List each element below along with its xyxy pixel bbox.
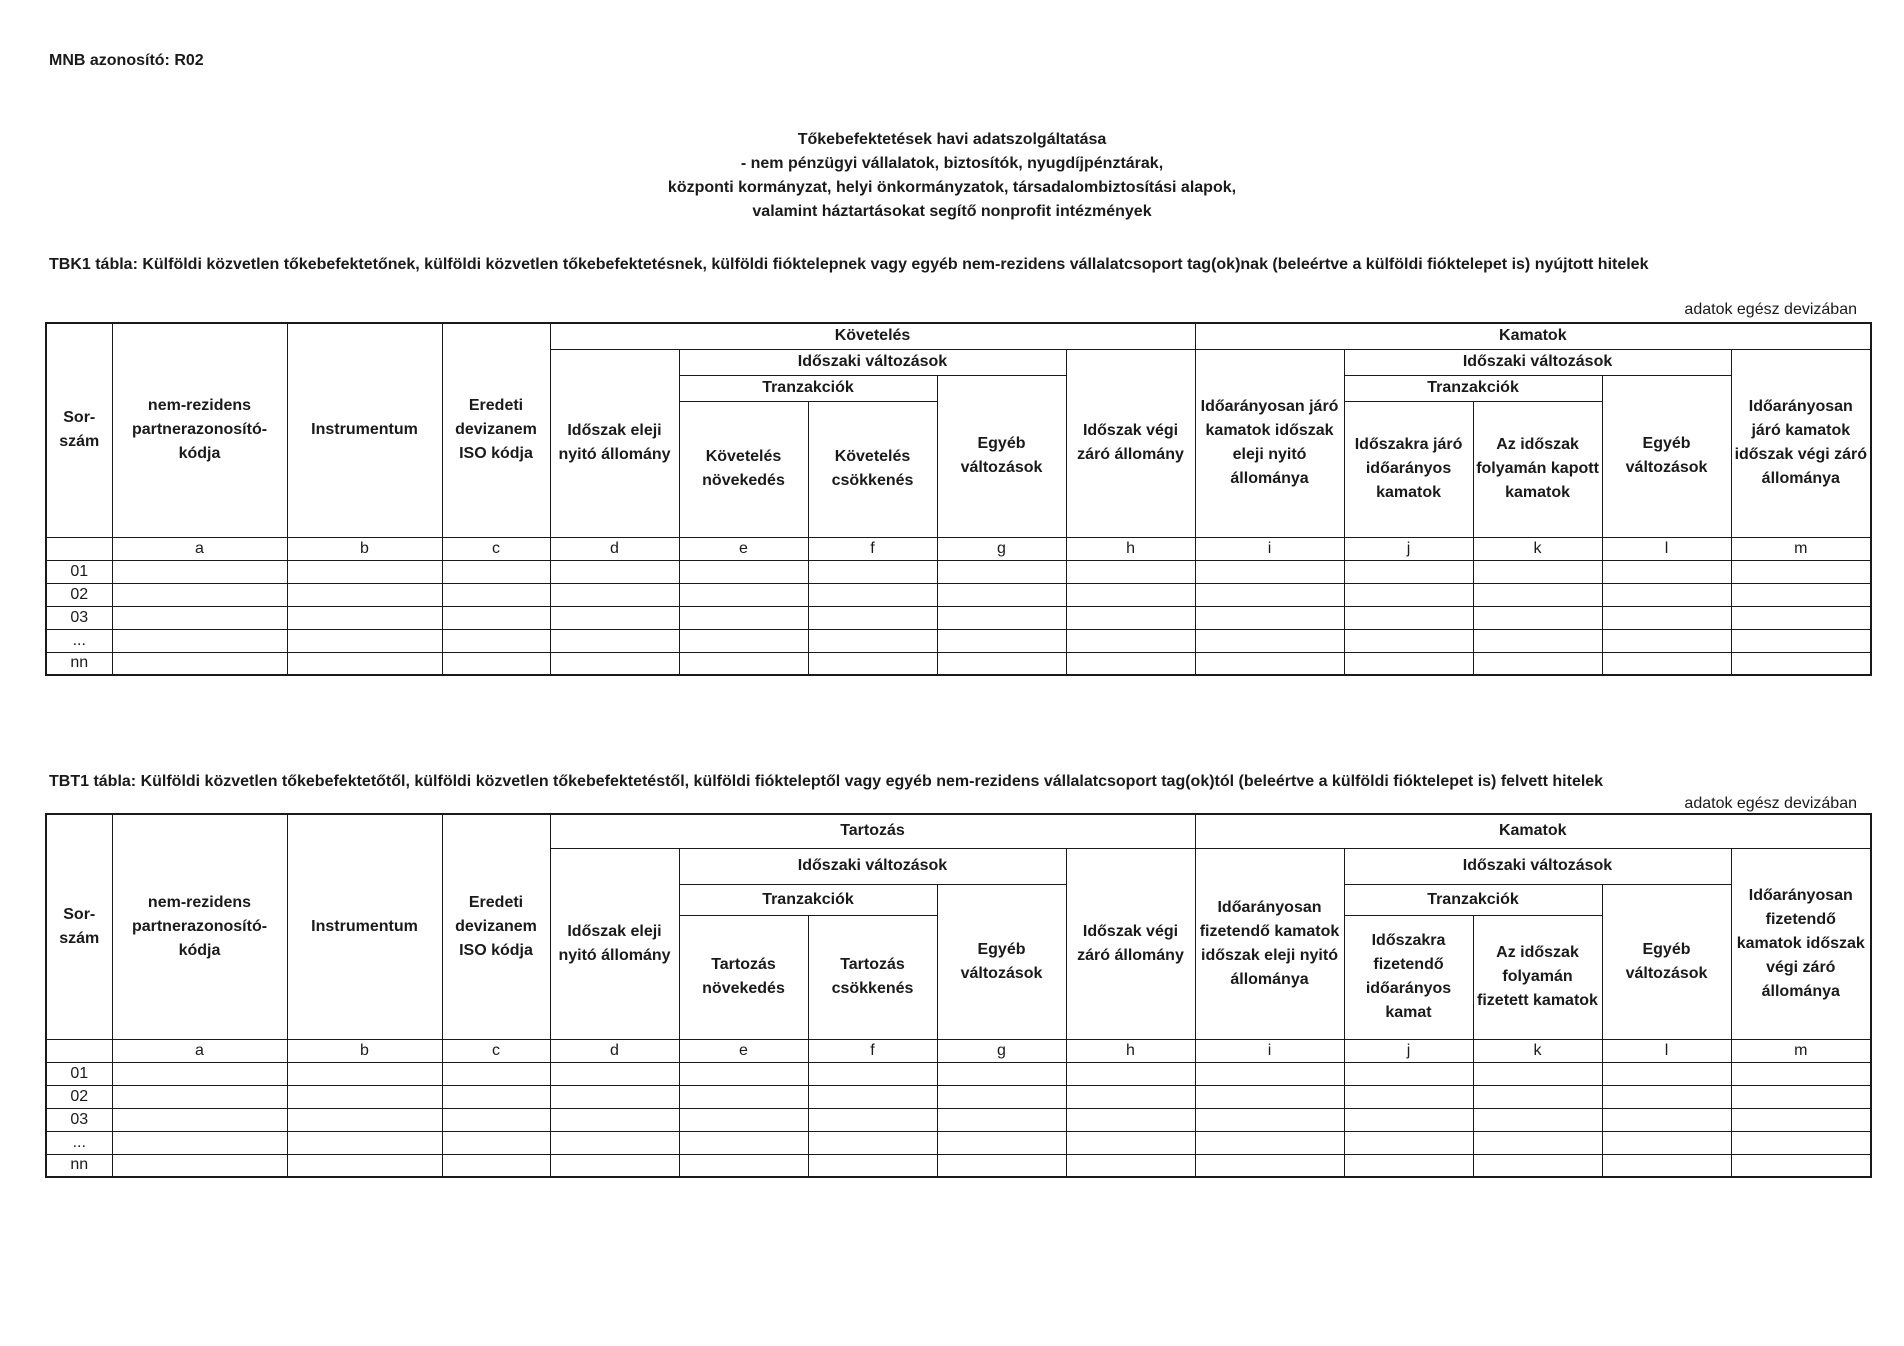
data-cell[interactable] — [1195, 629, 1344, 652]
data-cell[interactable] — [1602, 652, 1731, 675]
data-cell[interactable] — [550, 583, 679, 606]
column-letter: i — [1195, 1039, 1344, 1062]
row-number: 03 — [46, 1108, 112, 1131]
data-cell[interactable] — [550, 652, 679, 675]
table-row — [46, 606, 1871, 629]
column-letter: h — [1066, 537, 1195, 560]
data-cell[interactable] — [937, 1085, 1066, 1108]
data-cell[interactable] — [550, 1085, 679, 1108]
header-int-received: Az időszak folyamán fizetett kamatok — [1473, 915, 1602, 1039]
data-cell[interactable] — [1473, 1062, 1602, 1085]
data-cell[interactable] — [442, 1131, 550, 1154]
column-letter: e — [679, 1039, 808, 1062]
data-cell[interactable] — [112, 1062, 287, 1085]
column-letter: j — [1344, 1039, 1473, 1062]
data-cell[interactable] — [112, 1085, 287, 1108]
data-cell[interactable] — [1195, 652, 1344, 675]
data-cell[interactable] — [442, 560, 550, 583]
data-cell[interactable] — [1473, 583, 1602, 606]
data-cell[interactable] — [937, 583, 1066, 606]
data-cell[interactable] — [1066, 1154, 1195, 1177]
column-letter: l — [1602, 537, 1731, 560]
header-int-opening: Időarányosan fizetendő kamatok időszak eleji nyitó állománya — [1195, 848, 1344, 1039]
header-closing: Időszak végi záró állomány — [1066, 349, 1195, 537]
data-cell[interactable] — [1602, 560, 1731, 583]
row-number: nn — [46, 652, 112, 675]
data-cell[interactable] — [937, 629, 1066, 652]
data-cell[interactable] — [1473, 1085, 1602, 1108]
table-row — [46, 1062, 1871, 1085]
data-cell[interactable] — [112, 652, 287, 675]
header-int-transactions: Tranzakciók — [1344, 884, 1602, 915]
data-cell[interactable] — [1344, 1108, 1473, 1131]
data-cell[interactable] — [1066, 1131, 1195, 1154]
data-cell[interactable] — [679, 1154, 808, 1177]
row-number: ... — [46, 629, 112, 652]
data-cell[interactable] — [679, 583, 808, 606]
data-cell[interactable] — [1473, 652, 1602, 675]
data-cell[interactable] — [1066, 560, 1195, 583]
data-cell[interactable] — [550, 560, 679, 583]
header-group-main: Tartozás — [550, 814, 1195, 848]
data-cell[interactable] — [442, 1085, 550, 1108]
data-cell[interactable] — [287, 1154, 442, 1177]
table-row — [46, 1108, 1871, 1131]
header-increase: Tartozás növekedés — [679, 915, 808, 1039]
data-cell[interactable] — [1344, 606, 1473, 629]
header-int-received: Az időszak folyamán kapott kamatok — [1473, 401, 1602, 537]
data-cell[interactable] — [1602, 1154, 1731, 1177]
table-row — [46, 1154, 1871, 1177]
letter-row — [46, 1039, 1871, 1062]
column-letter: g — [937, 1039, 1066, 1062]
data-cell[interactable] — [1731, 583, 1871, 606]
data-cell[interactable] — [808, 652, 937, 675]
data-cell[interactable] — [112, 1131, 287, 1154]
header-int-closing: Időarányosan járó kamatok időszak végi záró állománya — [1731, 349, 1871, 537]
data-cell[interactable] — [1602, 606, 1731, 629]
data-cell[interactable] — [1473, 1131, 1602, 1154]
row-number: nn — [46, 1154, 112, 1177]
header-decrease: Tartozás csökkenés — [808, 915, 937, 1039]
header-int-opening: Időarányosan járó kamatok időszak eleji nyitó állománya — [1195, 349, 1344, 537]
data-cell[interactable] — [1731, 629, 1871, 652]
column-letter: b — [287, 537, 442, 560]
column-letter: i — [1195, 537, 1344, 560]
data-cell[interactable] — [679, 606, 808, 629]
report-title-line: Tőkebefektetések havi adatszolgáltatása — [797, 131, 1107, 148]
header-int-accrued: Időszakra fizetendő időarányos kamat — [1344, 915, 1473, 1039]
data-cell[interactable] — [550, 629, 679, 652]
data-cell[interactable] — [808, 1085, 937, 1108]
data-cell[interactable] — [1195, 1131, 1344, 1154]
data-cell[interactable] — [1344, 1154, 1473, 1177]
letter-cell-empty — [46, 1039, 112, 1062]
data-cell[interactable] — [112, 560, 287, 583]
data-cell[interactable] — [1473, 606, 1602, 629]
header-iso-code: Eredeti devizanem ISO kódja — [442, 814, 550, 1039]
row-number: 01 — [46, 560, 112, 583]
column-letter: l — [1602, 1039, 1731, 1062]
column-letter: j — [1344, 537, 1473, 560]
data-cell[interactable] — [1731, 606, 1871, 629]
header-opening: Időszak eleji nyitó állomány — [550, 349, 679, 537]
column-letter: k — [1473, 1039, 1602, 1062]
header-int-other-changes: Egyéb változások — [1602, 375, 1731, 537]
data-cell[interactable] — [1473, 1154, 1602, 1177]
data-cell[interactable] — [1731, 1062, 1871, 1085]
data-cell[interactable] — [442, 606, 550, 629]
data-cell[interactable] — [1602, 583, 1731, 606]
data-cell[interactable] — [1344, 583, 1473, 606]
data-cell[interactable] — [112, 583, 287, 606]
data-cell[interactable] — [1344, 1062, 1473, 1085]
header-opening: Időszak eleji nyitó állomány — [550, 848, 679, 1039]
data-cell[interactable] — [442, 1154, 550, 1177]
data-cell[interactable] — [287, 652, 442, 675]
data-cell[interactable] — [1731, 560, 1871, 583]
data-cell[interactable] — [937, 1062, 1066, 1085]
data-cell[interactable] — [937, 1131, 1066, 1154]
header-sorszam: Sor-szám — [46, 323, 112, 537]
data-cell[interactable] — [1195, 606, 1344, 629]
data-cell[interactable] — [1066, 629, 1195, 652]
table-row — [46, 652, 1871, 675]
column-letter: a — [112, 1039, 287, 1062]
column-letter: d — [550, 537, 679, 560]
letter-cell-empty — [46, 537, 112, 560]
header-changes: Időszaki változások — [679, 349, 1066, 375]
data-cell[interactable] — [1344, 629, 1473, 652]
row-number: 01 — [46, 1062, 112, 1085]
data-cell[interactable] — [1473, 629, 1602, 652]
tbt1-table-title: TBT1 tábla: Külföldi közvetlen tőkebefektetőtől, külföldi közvetlen tőkebefektetéstől, külföldi fiókteleptől vagy egyéb nem-rezidens vállalatcsoport tag(ok)tól (beleértve a külföldi fióktelepet is) felvett hitelek — [49, 773, 1604, 790]
data-cell[interactable] — [287, 606, 442, 629]
data-cell[interactable] — [679, 629, 808, 652]
column-letter: c — [442, 537, 550, 560]
data-cell[interactable] — [937, 560, 1066, 583]
data-cell[interactable] — [679, 652, 808, 675]
data-cell[interactable] — [1066, 652, 1195, 675]
data-cell[interactable] — [550, 1131, 679, 1154]
data-cell[interactable] — [442, 652, 550, 675]
table-row — [46, 1131, 1871, 1154]
data-cell[interactable] — [550, 1108, 679, 1131]
column-letter: d — [550, 1039, 679, 1062]
data-cell[interactable] — [1602, 1108, 1731, 1131]
data-cell[interactable] — [679, 1085, 808, 1108]
header-other-changes: Egyéb változások — [937, 375, 1066, 537]
column-letter: a — [112, 537, 287, 560]
header-sorszam: Sor-szám — [46, 814, 112, 1039]
tbt1-table — [45, 813, 1872, 1178]
mnb-identifier: MNB azonosító: R02 — [49, 52, 204, 69]
header-int-transactions: Tranzakciók — [1344, 375, 1602, 401]
data-cell[interactable] — [1195, 1085, 1344, 1108]
data-cell[interactable] — [1344, 1085, 1473, 1108]
header-int-changes: Időszaki változások — [1344, 848, 1731, 884]
data-cell[interactable] — [808, 629, 937, 652]
data-cell[interactable] — [937, 1108, 1066, 1131]
row-number: ... — [46, 1131, 112, 1154]
column-letter: k — [1473, 537, 1602, 560]
data-cell[interactable] — [1731, 652, 1871, 675]
data-cell[interactable] — [1731, 1131, 1871, 1154]
data-cell[interactable] — [442, 1062, 550, 1085]
header-instrument: Instrumentum — [287, 323, 442, 537]
table-row — [46, 629, 1871, 652]
data-cell[interactable] — [1473, 1108, 1602, 1131]
row-number: 02 — [46, 1085, 112, 1108]
tbk1-table — [45, 322, 1872, 676]
data-cell[interactable] — [287, 1062, 442, 1085]
header-group-main: Követelés — [550, 323, 1195, 349]
data-cell[interactable] — [287, 1085, 442, 1108]
data-cell[interactable] — [1066, 1062, 1195, 1085]
column-letter: f — [808, 537, 937, 560]
column-letter: b — [287, 1039, 442, 1062]
data-cell[interactable] — [1602, 1131, 1731, 1154]
data-cell[interactable] — [442, 1108, 550, 1131]
header-partner-code: nem-rezidens partnerazonosító-kódja — [112, 814, 287, 1039]
report-title — [352, 128, 1552, 224]
data-cell[interactable] — [1066, 1085, 1195, 1108]
data-cell[interactable] — [937, 652, 1066, 675]
data-cell[interactable] — [287, 583, 442, 606]
header-instrument: Instrumentum — [287, 814, 442, 1039]
data-cell[interactable] — [1602, 629, 1731, 652]
data-cell[interactable] — [1602, 1085, 1731, 1108]
report-title-line: - nem pénzügyi vállalatok, biztosítók, nyugdíjpénztárak, — [740, 155, 1164, 172]
data-cell[interactable] — [679, 560, 808, 583]
table-row — [46, 560, 1871, 583]
column-letter: m — [1731, 537, 1871, 560]
data-cell[interactable] — [1066, 606, 1195, 629]
data-cell[interactable] — [808, 1062, 937, 1085]
data-cell[interactable] — [287, 560, 442, 583]
data-cell[interactable] — [442, 583, 550, 606]
header-int-other-changes: Egyéb változások — [1602, 884, 1731, 1039]
data-cell[interactable] — [1731, 1154, 1871, 1177]
table-row — [46, 1085, 1871, 1108]
table-row — [46, 583, 1871, 606]
data-cell[interactable] — [808, 560, 937, 583]
data-cell[interactable] — [808, 583, 937, 606]
header-closing: Időszak végi záró állomány — [1066, 848, 1195, 1039]
data-cell[interactable] — [112, 629, 287, 652]
data-cell[interactable] — [550, 1154, 679, 1177]
data-cell[interactable] — [1602, 1062, 1731, 1085]
data-cell[interactable] — [1195, 1062, 1344, 1085]
data-cell[interactable] — [1344, 652, 1473, 675]
data-cell[interactable] — [1195, 583, 1344, 606]
header-transactions: Tranzakciók — [679, 375, 937, 401]
column-letter: f — [808, 1039, 937, 1062]
data-cell[interactable] — [808, 606, 937, 629]
data-cell[interactable] — [808, 1154, 937, 1177]
report-title-line: valamint háztartásokat segítő nonprofit intézmények — [752, 203, 1152, 220]
letter-row — [46, 537, 1871, 560]
data-cell[interactable] — [1066, 583, 1195, 606]
column-letter: h — [1066, 1039, 1195, 1062]
row-number: 03 — [46, 606, 112, 629]
header-transactions: Tranzakciók — [679, 884, 937, 915]
data-cell[interactable] — [1344, 1131, 1473, 1154]
data-cell[interactable] — [937, 1154, 1066, 1177]
data-cell[interactable] — [679, 1062, 808, 1085]
data-cell[interactable] — [112, 1108, 287, 1131]
header-group-interest: Kamatok — [1195, 323, 1871, 349]
column-letter: m — [1731, 1039, 1871, 1062]
header-iso-code: Eredeti devizanem ISO kódja — [442, 323, 550, 537]
data-cell[interactable] — [287, 629, 442, 652]
data-cell[interactable] — [550, 1062, 679, 1085]
header-decrease: Követelés csökkenés — [808, 401, 937, 537]
column-letter: g — [937, 537, 1066, 560]
data-cell[interactable] — [1731, 1085, 1871, 1108]
header-int-changes: Időszaki változások — [1344, 349, 1731, 375]
data-cell[interactable] — [1066, 1108, 1195, 1131]
data-cell[interactable] — [1344, 560, 1473, 583]
header-other-changes: Egyéb változások — [937, 884, 1066, 1039]
data-cell[interactable] — [550, 606, 679, 629]
data-cell[interactable] — [679, 1108, 808, 1131]
header-group-interest: Kamatok — [1195, 814, 1871, 848]
data-cell[interactable] — [937, 606, 1066, 629]
tbk1-unit-note: adatok egész devizában — [1684, 301, 1857, 318]
column-letter: e — [679, 537, 808, 560]
data-cell[interactable] — [679, 1131, 808, 1154]
data-cell[interactable] — [1473, 560, 1602, 583]
report-title-line: központi kormányzat, helyi önkormányzatok, társadalombiztosítási alapok, — [667, 179, 1237, 196]
header-increase: Követelés növekedés — [679, 401, 808, 537]
tbt1-unit-note: adatok egész devizában — [1684, 795, 1857, 812]
data-cell[interactable] — [112, 606, 287, 629]
header-changes: Időszaki változások — [679, 848, 1066, 884]
data-cell[interactable] — [1195, 560, 1344, 583]
data-cell[interactable] — [1195, 1154, 1344, 1177]
data-cell[interactable] — [1195, 1108, 1344, 1131]
data-cell[interactable] — [808, 1131, 937, 1154]
header-int-accrued: Időszakra járó időarányos kamatok — [1344, 401, 1473, 537]
header-partner-code: nem-rezidens partnerazonosító-kódja — [112, 323, 287, 537]
data-cell[interactable] — [287, 1108, 442, 1131]
header-int-closing: Időarányosan fizetendő kamatok időszak végi záró állománya — [1731, 848, 1871, 1039]
data-cell[interactable] — [442, 629, 550, 652]
tbk1-table-title: TBK1 tábla: Külföldi közvetlen tőkebefektetőnek, külföldi közvetlen tőkebefektetésnek, külföldi fióktelepnek vagy egyéb nem-rezidens vállalatcsoport tag(ok)nak (beleértve a külföldi fióktelepet is) nyújtott hitelek — [49, 256, 1649, 273]
row-number: 02 — [46, 583, 112, 606]
data-cell[interactable] — [112, 1154, 287, 1177]
data-cell[interactable] — [1731, 1108, 1871, 1131]
data-cell[interactable] — [808, 1108, 937, 1131]
column-letter: c — [442, 1039, 550, 1062]
data-cell[interactable] — [287, 1131, 442, 1154]
